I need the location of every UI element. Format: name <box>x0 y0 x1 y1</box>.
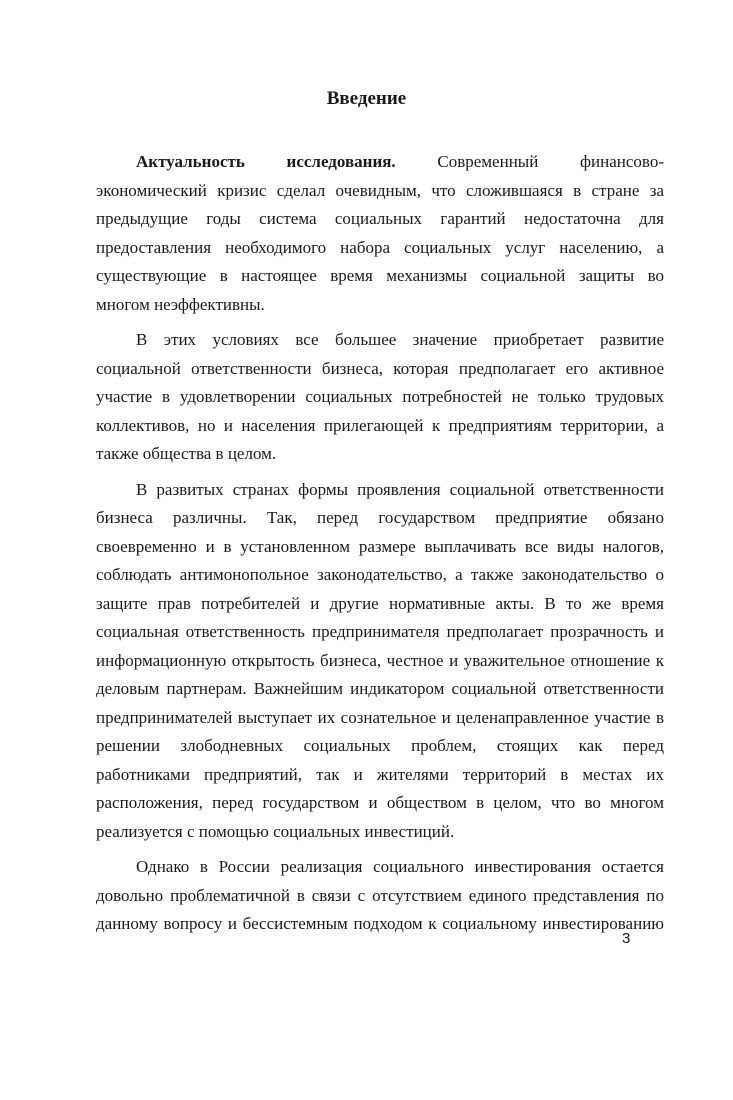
text-line: предпринимателей выступает их сознательное и целенаправленное участие в <box>96 707 664 727</box>
text-line: многом неэффективны. <box>96 294 265 314</box>
document-body <box>96 148 664 946</box>
text-line: социальная ответственность предпринимателя предполагает прозрачность и <box>96 622 664 641</box>
text-line: реализуется с помощью социальных инвестиций. <box>96 821 455 841</box>
text-line: своевременно и в установленном размере выплачивать все виды налогов, <box>96 536 664 556</box>
text-line <box>96 148 664 177</box>
text-line: предоставления необходимого набора социальных услуг населению, а <box>96 237 664 257</box>
bold-term: исследования. <box>286 152 396 171</box>
paragraph-2 <box>96 326 664 469</box>
text-line: существующие в настоящее время механизмы социальной защиты во <box>96 266 664 285</box>
paragraph-4 <box>96 853 664 939</box>
text-line: В развитых странах формы проявления социальной ответственности <box>136 479 664 499</box>
paragraph-3 <box>96 476 664 847</box>
text-fragment: финансово- <box>580 152 665 171</box>
text-line: защите прав потребителей и другие нормативные акты. В то же время <box>96 593 664 613</box>
text-line: информационную открытость бизнеса, честное и уважительное отношение к <box>96 650 664 670</box>
text-line: Однако в России реализация социального инвестирования остается <box>136 857 664 876</box>
text-line: участие в удовлетворении социальных потребностей не только трудовых <box>96 387 664 406</box>
text-line: В этих условиях все большее значение приобретает развитие <box>136 330 664 349</box>
text-line: решении злободневных социальных проблем, стоящих как перед <box>96 736 664 755</box>
text-line: также общества в целом. <box>96 444 277 463</box>
paragraph-1 <box>96 148 664 319</box>
text-line: работниками предприятий, так и жителями территорий в местах их <box>96 764 664 784</box>
text-fragment: Современный <box>437 152 539 171</box>
text-line: экономический кризис сделал очевидным, что сложившаяся в стране за <box>96 180 664 200</box>
text-line: предыдущие годы система социальных гарантий недостаточна для <box>96 209 664 228</box>
text-line: коллективов, но и населения прилегающей к предприятиям территории, а <box>96 415 664 435</box>
text-line: деловым партнерам. Важнейшим индикатором социальной ответственности <box>96 679 664 698</box>
text-line: расположения, перед государством и обществом в целом, что во многом <box>96 793 664 812</box>
text-line: социальной ответственности бизнеса, которая предполагает его активное <box>96 358 664 378</box>
text-line: соблюдать антимонопольное законодательство, а также законодательство о <box>96 565 664 584</box>
bold-term: Актуальность <box>136 152 245 171</box>
page-title: Введение <box>326 88 407 109</box>
text-line: данному вопросу и бессистемным подходом к социальному инвестированию <box>96 914 664 933</box>
text-line: бизнеса различны. Так, перед государством предприятие обязано <box>96 508 664 527</box>
page-number: 3 <box>622 930 631 947</box>
text-line: довольно проблематичной в связи с отсутствием единого представления по <box>96 885 664 905</box>
